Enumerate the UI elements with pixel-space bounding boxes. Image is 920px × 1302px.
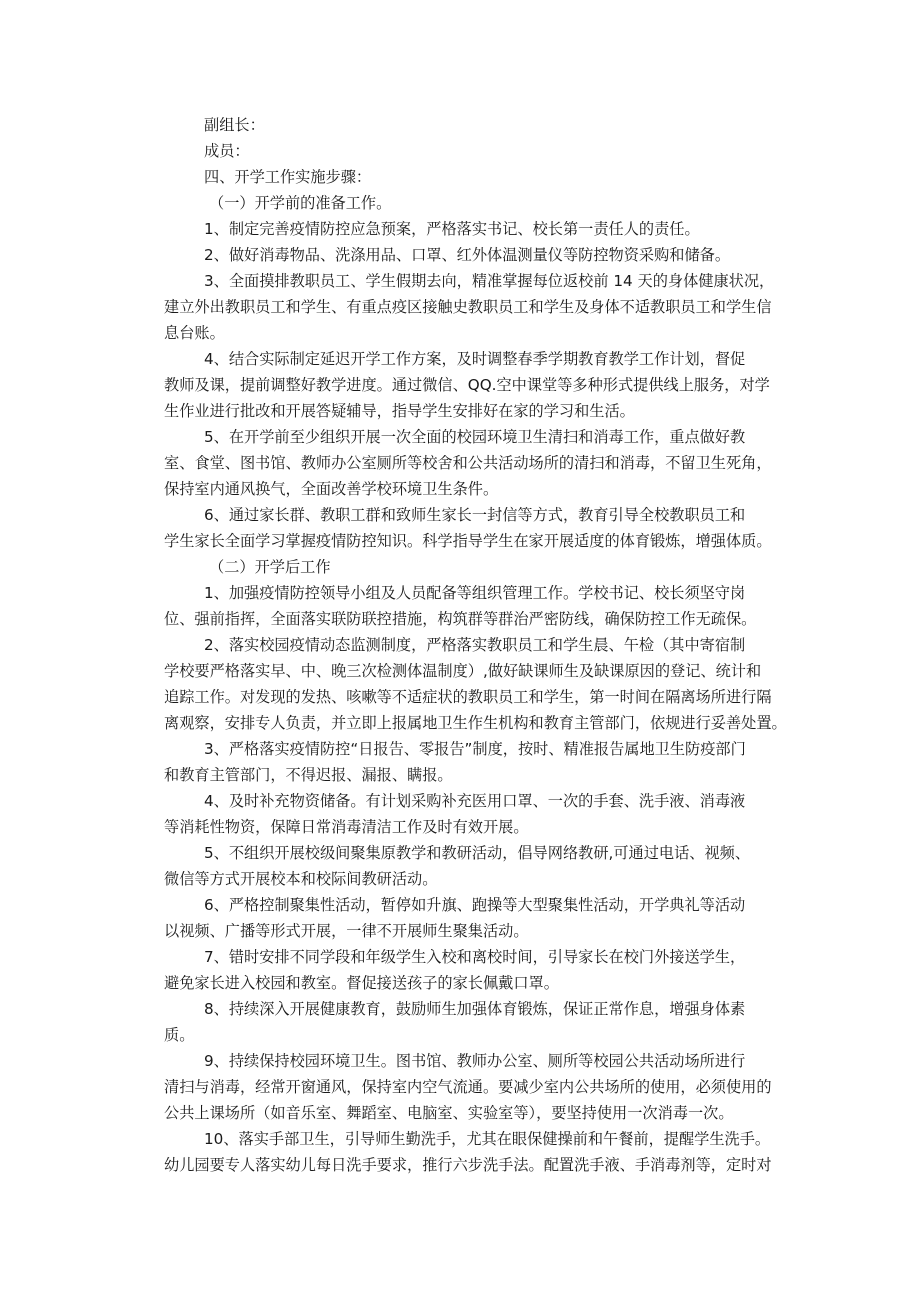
paragraph bbox=[164, 268, 794, 346]
paragraph-line: 以视频、广播等形式开展，一律不开展师生聚集活动。 bbox=[164, 922, 529, 940]
paragraph-line: 8、持续深入开展健康教育，鼓励师生加强体育锻炼，保证正常作息，增强身体素 bbox=[204, 1000, 746, 1018]
paragraph-line: 学生家长全面学习掌握疫情防控知识。科学指导学生在家开展适度的体育锻炼，增强体质。 bbox=[164, 532, 772, 550]
text-line: 副组长： bbox=[204, 116, 265, 134]
paragraph bbox=[164, 1048, 794, 1126]
paragraph-line: 5、在开学前至少组织开展一次全面的校园环境卫生清扫和消毒工作，重点做好教 bbox=[204, 428, 746, 446]
paragraph-line: 1、加强疫情防控领导小组及人员配备等组织管理工作。学校书记、校长须坚守岗 bbox=[204, 584, 746, 602]
paragraph-line: 学校要严格落实早、中、晚三次检测体温制度）,做好缺课师生及缺课原因的登记、统计和 bbox=[164, 662, 762, 680]
paragraph bbox=[164, 736, 794, 788]
paragraph bbox=[164, 1126, 794, 1178]
paragraph bbox=[164, 944, 794, 996]
paragraph-line: 4、及时补充物资储备。有计划采购补充医用口罩、一次的手套、洗手液、消毒液 bbox=[204, 792, 746, 810]
paragraph bbox=[164, 840, 794, 892]
paragraph-line: 室、食堂、图书馆、教师办公室厕所等校舍和公共活动场所的清扫和消毒，不留卫生死角， bbox=[164, 454, 772, 472]
paragraph-line: 2、落实校园疫情动态监测制度，严格落实教职员工和学生晨、午检（其中寄宿制 bbox=[204, 636, 746, 654]
paragraph bbox=[164, 788, 794, 840]
document-page bbox=[164, 112, 794, 1178]
paragraph-line: 清扫与消毒，经常开窗通风，保持室内空气流通。要减少室内公共场所的使用，必须使用的 bbox=[164, 1078, 772, 1096]
paragraph-line: 10、落实手部卫生，引导师生勤洗手，尤其在眼保健操前和午餐前，提醒学生洗手。 bbox=[204, 1130, 771, 1148]
paragraph bbox=[164, 502, 794, 554]
paragraph-line: 质。 bbox=[164, 1026, 195, 1044]
paragraph bbox=[164, 346, 794, 424]
paragraph-line: 离观察，安排专人负责，并立即上报属地卫生作生机构和教育主管部门，依规进行妥善处置。 bbox=[164, 714, 787, 732]
paragraph-line: 3、全面摸排教职员工、学生假期去向，精准掌握每位返校前 14 天的身体健康状况， bbox=[204, 272, 775, 290]
paragraph-line: 5、不组织开展校级间聚集原教学和教研活动，倡导网络教研,可通过电话、视频、 bbox=[204, 844, 751, 862]
paragraph-line: 幼儿园要专人落实幼儿每日洗手要求，推行六步洗手法。配置洗手液、手消毒剂等，定时对 bbox=[164, 1156, 772, 1174]
paragraph-line: 微信等方式开展校本和校际间教研活动。 bbox=[164, 870, 438, 888]
paragraph-line: 1、制定完善疫情防控应急预案，严格落实书记、校长第一责任人的责任。 bbox=[204, 220, 700, 238]
paragraph-line: 2、做好消毒物品、洗涤用品、口罩、红外体温测量仪等防控物资采购和储备。 bbox=[204, 246, 731, 264]
paragraph bbox=[164, 424, 794, 502]
paragraph-line: 9、持续保持校园环境卫生。图书馆、教师办公室、厕所等校园公共活动场所进行 bbox=[204, 1052, 746, 1070]
paragraph-line: 避免家长进入校园和教室。督促接送孩子的家长佩戴口罩。 bbox=[164, 974, 559, 992]
paragraph-line: 生作业进行批改和开展答疑辅导，指导学生安排好在家的学习和生活。 bbox=[164, 402, 635, 420]
paragraph-line: 4、结合实际制定延迟开学工作方案，及时调整春季学期教育教学工作计划，督促 bbox=[204, 350, 746, 368]
paragraph-line: 位、强前指挥，全面落实联防联控措施，构筑群等群治严密防线，确保防控工作无疏保。 bbox=[164, 610, 757, 628]
paragraph-line: 建立外出教职员工和学生、有重点疫区接触史教职员工和学生及身体不适教职员工和学生信 bbox=[164, 298, 772, 316]
paragraph-line: 公共上课场所（如音乐室、舞蹈室、电脑室、实验室等），要坚持使用一次消毒一次。 bbox=[164, 1104, 734, 1122]
section-heading: （二）开学后工作 bbox=[209, 558, 331, 576]
section-heading: （一）开学前的准备工作。 bbox=[209, 194, 392, 212]
text-line: 四、开学工作实施步骤： bbox=[204, 168, 372, 186]
paragraph-line: 追踪工作。对发现的发热、咳嗽等不适症状的教职员工和学生，第一时间在隔离场所进行隔 bbox=[164, 688, 772, 706]
paragraph-line: 和教育主管部门，不得迟报、漏报、瞒报。 bbox=[164, 766, 453, 784]
paragraph-line: 6、严格控制聚集性活动，暂停如升旗、跑操等大型聚集性活动，开学典礼等活动 bbox=[204, 896, 746, 914]
paragraph-line: 等消耗性物资，保障日常消毒清洁工作及时有效开展。 bbox=[164, 818, 529, 836]
paragraph-line: 3、严格落实疫情防控“日报告、零报告”制度，按时、精准报告属地卫生防疫部门 bbox=[204, 740, 746, 758]
paragraph bbox=[164, 242, 794, 268]
paragraph-line: 教师及课，提前调整好教学进度。通过微信、QQ.空中课堂等多种形式提供线上服务，对学 bbox=[164, 376, 770, 394]
paragraph-line: 7、错时安排不同学段和年级学生入校和离校时间，引导家长在校门外接送学生， bbox=[204, 948, 746, 966]
paragraph bbox=[164, 996, 794, 1048]
paragraph-line: 6、通过家长群、教职工群和致师生家长一封信等方式，教育引导全校教职员工和 bbox=[204, 506, 746, 524]
paragraph bbox=[164, 632, 794, 736]
paragraph bbox=[164, 892, 794, 944]
paragraph bbox=[164, 580, 794, 632]
text-line: 成员： bbox=[204, 142, 250, 160]
paragraph-line: 保持室内通风换气，全面改善学校环境卫生条件。 bbox=[164, 480, 499, 498]
paragraph bbox=[164, 216, 794, 242]
paragraph-line: 息台账。 bbox=[164, 324, 225, 342]
